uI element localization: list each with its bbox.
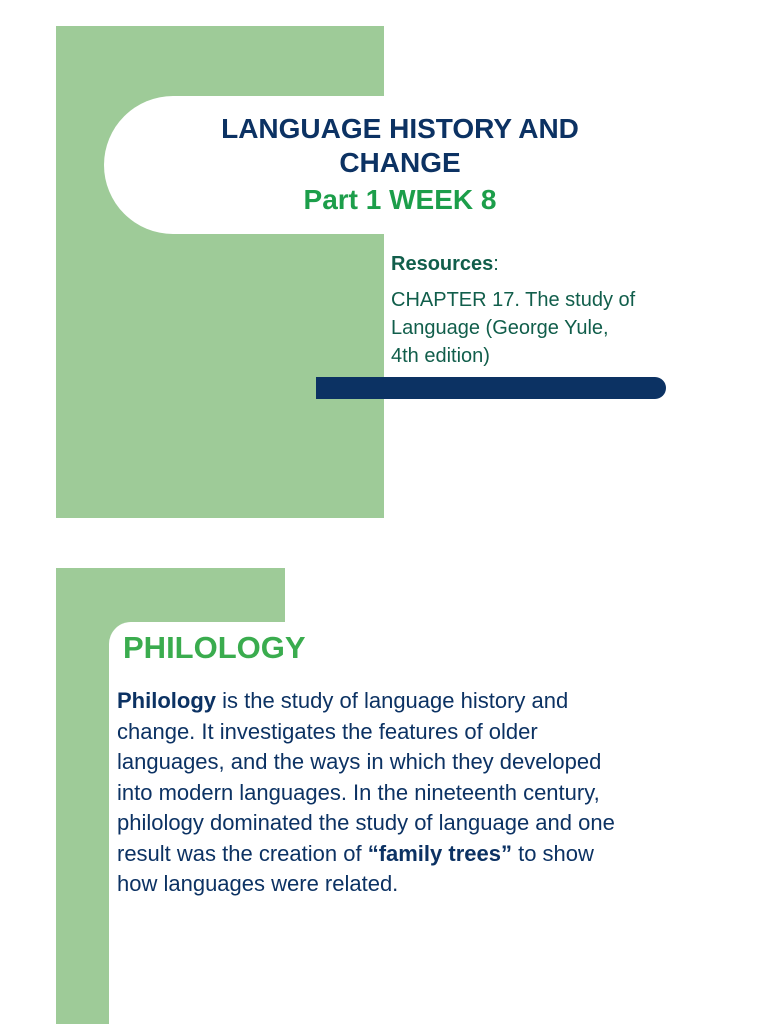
resources-label: Resources <box>391 253 494 275</box>
slide1-subtitle: Part 1 WEEK 8 <box>303 184 497 215</box>
body-part1: is the study of language history and change. It investigates the features of older languages, and the ways in which they developed into modern languages. In the nineteenth century, philology dominated the study of language and one result was the creation of <box>117 688 615 866</box>
resources-heading <box>391 250 711 278</box>
resources-line2: Language (George Yule, <box>391 317 609 339</box>
slide1-resources <box>391 250 711 370</box>
resources-line1: CHAPTER 17. The study of <box>391 289 636 311</box>
resources-line3: 4th edition) <box>391 345 490 367</box>
body-term: Philology <box>117 688 216 713</box>
slide1-title <box>150 112 650 180</box>
body-part2: to show how languages were related. <box>117 840 594 896</box>
slide1-navy-bar <box>316 377 666 399</box>
slide1-title-line1: LANGUAGE HISTORY AND <box>221 113 579 144</box>
slide2-heading: PHILOLOGY <box>123 630 306 665</box>
body-emphasis: “family trees” <box>367 840 512 866</box>
slide2-body <box>117 686 637 900</box>
slide1-title-line2: CHANGE <box>339 147 461 178</box>
resources-colon: : <box>493 253 499 275</box>
